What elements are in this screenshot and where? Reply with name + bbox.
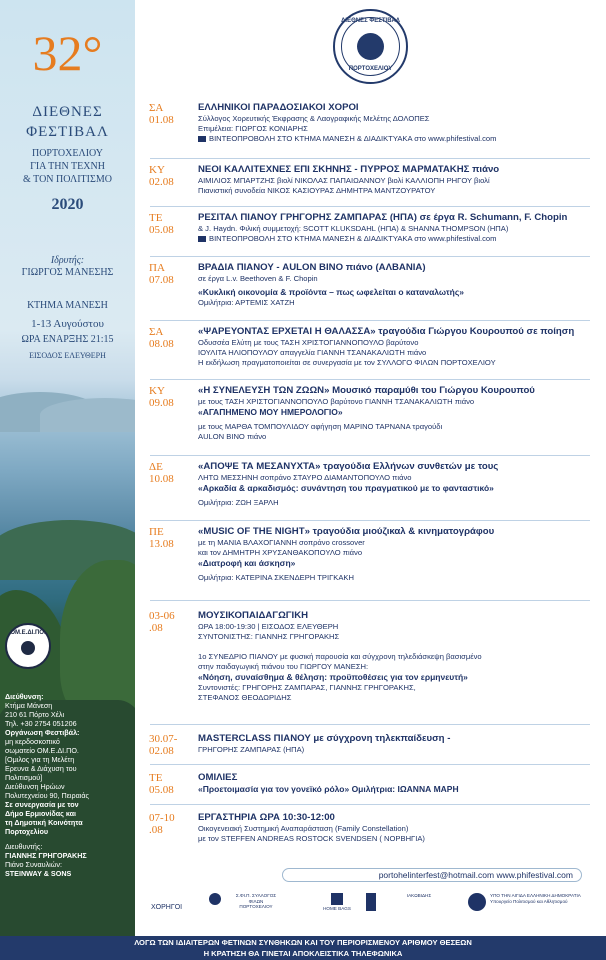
organizer-info-line: Δήμο Ερμιονίδας και [5,809,77,818]
event-date [149,164,187,188]
event-date [149,385,187,409]
divider-line [150,804,590,805]
event-weekday: ΣΑ [149,326,164,338]
festival-title-1: ΔΙΕΘΝΕΣ [32,104,103,120]
organizer-info-line: Τηλ. +30 2754 051206 [5,719,77,728]
divider-line [150,158,590,159]
organizer-info-line: Διευθυντής: [5,842,43,851]
event-day-month: 13.08 [149,538,174,550]
sponsors-label: ΧΟΡΗΓΟΙ [151,904,183,911]
event-weekday: ΔΕ [149,461,163,473]
logo-bottom-text: ΠΟΡΤΟΧΕΛΙΟΥ [348,66,393,72]
festival-subtitle-2: ΓΙΑ ΤΗΝ ΤΕΧΝΗ [30,161,105,172]
event-weekday: ΚΥ [149,164,165,176]
event-detail: με τον STEFFEN ANDREAS ROSTOCK SVENDSEN ( ΝΟΡΒΗΓΙΑ) [198,834,425,843]
event-day-month: 05.08 [149,784,174,796]
organizer-info-line: Ερευνα & Διάχυση του [5,764,77,773]
divider-line [150,320,590,321]
omedipo-seal [5,623,51,669]
logo-dot [357,33,384,60]
sponsor-text: Σ.ΦΙ.Π. ΣΥΛΛΟΓΟΣ ΦΙΛΩΝ ΠΟΡΤΟΧΕΛΙΟΥ [235,893,277,909]
event-weekday: ΠΕ [149,526,164,538]
event-video-line[interactable] [198,134,596,144]
event-talk-title: «Κυκλική οικονομία & προϊόντα – πως ωφελείται ο καταναλωτής» [198,287,465,297]
event-detail: με τους ΜΑΡΘΑ ΤΟΜΠΟΥΛΙΔΟΥ αφήγηση ΜΑΡΙΝΟ ΤΑΡΝΑΝΑ τραγούδι [198,422,443,431]
left-sidebar [0,0,135,960]
event-body [198,461,596,508]
event-detail-text: ΒΙΝΤΕΟΠΡΟΒΟΛΗ ΣΤΟ ΚΤΗΜΑ ΜΑΝΕΣΗ & ΔΙΑΔΙΚΤΥΑΚΑ στο www.phifestival.com [209,134,497,143]
festival-dates: 1-13 Αυγούστου [31,318,104,330]
divider-line [150,600,590,601]
event-talk-title: «Νόηση, συναίσθημα & θέληση: προϋποθέσεις για τον ερμηνευτή» [198,672,468,682]
video-camera-icon [198,136,206,142]
event-body [198,812,596,844]
organizer-info-line: Πορτοχελίου [5,827,49,836]
event-body [198,733,596,755]
event-day-month: 05.08 [149,224,174,236]
organizer-info-line: σωματείο ΟΜ.Ε.ΔΙ.ΠΟ. [5,746,79,755]
entry-info: ΕΙΣΟΔΟΣ ΕΛΕΥΘΕΡΗ [29,351,106,360]
sponsor-text: ΙΑΚΩΒΙΔΗΣ [406,893,432,898]
event-weekday: 03-06 [149,610,175,622]
organizer-info-line: Διεύθυνση Ηρώων [5,782,65,791]
event-day-month: 07.08 [149,274,174,286]
footer-notice [0,936,606,960]
event-body [198,164,596,196]
event-detail: με τους ΤΑΣΗ ΧΡΙΣΤΟΓΙΑΝΝΟΠΟΥΛΟ βαρύτονο ΓΙΑΝΝΗ ΤΣΑΝΑΚΑΛΙΩΤΗ πιάνο [198,397,475,406]
event-weekday: ΤΕ [149,772,163,784]
event-day-month: .08 [149,824,163,836]
sponsor-logo [384,893,454,923]
founder-name: ΓΙΩΡΓΟΣ ΜΑΝΕΣΗΣ [21,267,114,278]
organizer-info-line: μη κερδοσκοπικό [5,737,60,746]
organizer-info [5,692,133,878]
event-title: «ΨΑΡΕΥΟΝΤΑΣ ΕΡΧΕΤΑΙ Η ΘΑΛΑΣΣΑ» τραγούδια Γιώργου Κουρουπού σε ποίηση [198,326,575,337]
event-detail: και τον ΔΗΜΗΤΡΗ ΧΡΥΣΑΝΘΑΚΟΠΟΥΛΟ πιάνο [198,548,363,557]
organizer-info-line: STEINWAY & SONS [5,869,72,878]
sponsor-logo [232,893,280,923]
footer-line-2: Η ΚΡΑΤΗΣΗ ΘΑ ΓΙΝΕΤΑΙ ΑΠΟΚΛΕΙΣΤΙΚΑ ΤΗΛΕΦΩΝΙΚΑ [203,949,403,958]
seal-text: ΟΜ.Ε.ΔΙ.ΠΟ. [10,630,46,636]
event-body [198,526,596,583]
event-detail: στην παιδαγωγική πιάνου του ΓΙΩΡΓΟΥ ΜΑΝΕΣΗ: [198,662,369,671]
event-detail: ΛΗΤΩ ΜΕΣΣΗΝΗ σοπράνο ΣΤΑΥΡΟ ΔΙΑΜΑΝΤΟΠΟΥΛΟ πιάνο [198,473,412,482]
festival-logo [333,9,408,84]
sponsor-mark [209,893,221,905]
seal-dot [21,641,35,655]
event-detail: & J. Haydn. Φιλική συμμετοχή: SCOTT KLUKSDAHL (ΗΠΑ) & SHANNA THOMPSON (ΗΠΑ) [198,224,509,233]
event-detail: Επιμέλεια: ΓΙΩΡΓΟΣ ΚΟΝΙΑΡΗΣ [198,124,308,133]
event-detail: ΩΡΑ 18:00-19:30 | ΕΙΣΟΔΟΣ ΕΛΕΥΘΕΡΗ [198,622,339,631]
event-date [149,733,187,757]
event-date [149,262,187,286]
event-detail: Οδυσσέα Ελύτη με τους ΤΑΣΗ ΧΡΙΣΤΟΓΙΑΝΝΟΠΟΥΛΟ βαρύτονο [198,338,419,347]
event-day-month: 08.08 [149,338,174,350]
event-date [149,102,187,126]
sponsor-mark [331,893,343,905]
organizer-info-line: 210 61 Πόρτο Χέλι [5,710,65,719]
event-body [198,385,596,442]
event-talk-title: «ΑΓΑΠΗΜΕΝΟ ΜΟΥ ΗΜΕΡΟΛΟΓΙΟ» [198,407,343,417]
event-talk-title: «Προετοιμασία για τον γονεϊκό ρόλο» Ομιλήτρια: ΙΩΑΝΝΑ ΜΑΡΗ [198,784,459,794]
event-day-month: 02.08 [149,745,174,757]
sponsor-text: ΥΠΟ ΤΗΝ ΑΙΓΙΔΑ ΕΛΛΗΝΙΚΗ ΔΗΜΟΚΡΑΤΙΑ Υπουργείο Πολιτισμού και Αθλητισμού [490,893,581,904]
event-detail: ΓΡΗΓΟΡΗΣ ΖΑΜΠΑΡΑΣ (ΗΠΑ) [198,745,305,754]
organizer-info-line: Σε συνεργασία με τον [5,800,79,809]
venue: ΚΤΗΜΑ ΜΑΝΕΣΗ [27,300,108,311]
event-weekday: ΣΑ [149,102,164,114]
event-detail: ΑΙΜΙΛΙΟΣ ΜΠΑΡΤΖΗΣ βιολί ΝΙΚΟΛΑΣ ΠΑΠΑΙΩΑΝΝΟΥ βιολί ΚΑΛΛΙΟΠΗ ΡΗΓΟΥ βιολί [198,176,490,185]
event-detail: με τη ΜΑΝΙΑ ΒΛΑΧΟΓΙΑΝΝΗ σοπράνο crossover [198,538,365,547]
sponsor-logo [360,893,382,923]
sponsor-logo [490,893,594,923]
sponsor-logo [200,893,230,923]
organizer-info-line: Διεύθυνση: [5,692,44,701]
event-date [149,812,187,836]
event-body [198,102,596,144]
event-detail: 1ο ΣΥΝΕΔΡΙΟ ΠΙΑΝΟΥ με φυσική παρουσία και σύγχρονη τηλεδιάσκεψη βασισμένο [198,652,482,661]
event-title: ΡΕΣΙΤΑΛ ΠΙΑΝΟΥ ΓΡΗΓΟΡΗΣ ΖΑΜΠΑΡΑΣ (ΗΠΑ) σε έργα R. Schumann, F. Chopin [198,212,568,223]
event-weekday: ΤΕ [149,212,163,224]
event-talk-title: «Διατροφή και άσκηση» [198,558,296,568]
event-date [149,526,187,550]
event-body [198,326,596,368]
organizer-info-line: Πολυτεχνείου 90, Πειραιάς [5,791,89,800]
festival-title-2: ΦΕΣΤΙΒΑΛ [26,124,109,140]
event-body [198,610,596,703]
event-video-line[interactable] [198,234,596,244]
organizer-info-line: [Ομιλος για τη Μελέτη [5,755,75,764]
event-title: ΝΕΟΙ ΚΑΛΛΙΤΕΧΝΕΣ ΕΠΙ ΣΚΗΝΗΣ - ΠΥΡΡΟΣ ΜΑΡΜΑΤΑΚΗΣ πιάνο [198,164,500,175]
event-detail: Ομιλήτρια: ΖΩΗ ΞΑΡΛΗ [198,498,279,507]
divider-line [150,379,590,380]
organizer-info-line: ΓΙΑΝΝΗΣ ΓΡΗΓΟΡΑΚΗΣ [5,851,87,860]
divider-line [150,724,590,725]
event-weekday: 30.07- [149,733,178,745]
contact-bar[interactable]: portohelinterfest@hotmail.com www.phifestival.com [282,868,582,882]
festival-number: 32° [32,25,103,81]
event-detail-text: ΒΙΝΤΕΟΠΡΟΒΟΛΗ ΣΤΟ ΚΤΗΜΑ ΜΑΝΕΣΗ & ΔΙΑΔΙΚΤΥΑΚΑ στο www.phifestival.com [209,234,497,243]
event-date [149,461,187,485]
festival-subtitle-1: ΠΟΡΤΟΧΕΛΙΟΥ [31,148,103,159]
event-detail: Συντονιστές: ΓΡΗΓΟΡΗΣ ΖΑΜΠΑΡΑΣ, ΓΙΑΝΝΗΣ ΓΡΗΓΟΡΑΚΗΣ, [198,683,416,692]
divider-line [150,455,590,456]
start-time: ΩΡΑ ΕΝΑΡΞΗΣ 21:15 [21,334,114,345]
event-body [198,772,596,795]
event-title: «ΑΠΟΨΕ ΤΑ ΜΕΣΑΝΥΧΤΑ» τραγούδια Ελλήνων συνθετών με τους [198,461,499,472]
event-talk-title: «Αρκαδία & αρκαδισμός: συνάντηση του πραγματικού με το φανταστικό» [198,483,494,493]
video-camera-icon [198,236,206,242]
event-detail: Ομιλήτρια: ΑΡΤΕΜΙΣ ΧΑΤΖΗ [198,298,295,307]
event-detail: AULON BINO πιάνο [198,432,267,441]
divider-line [150,256,590,257]
organizer-info-line: τη Δημοτική Κοινότητα [5,818,83,827]
event-detail: Σύλλογος Χορευτικής Έκφρασης & Λαογραφικής Μελέτης ΔΟΛΟΠΕΣ [198,114,430,123]
event-body [198,262,596,308]
event-detail: ΣΤΕΦΑΝΟΣ ΘΕΟΔΩΡΙΔΗΣ [198,693,292,702]
logo-top-text: ΔΙΕΘΝΕΣ ΦΕΣΤΙΒΑΛ [341,18,400,24]
divider-line [150,764,590,765]
event-detail: Οικογενειακή Συστημική Αναπαράσταση (Family Constellation) [198,824,409,833]
sponsor-text: HOME BAGS [323,906,351,911]
sponsor-mark [366,893,376,911]
event-detail: ΙΟΥΛΙΤΑ ΗΛΙΟΠΟΥΛΟΥ απαγγελία ΓΙΑΝΝΗ ΤΣΑΝΑΚΑΛΙΩΤΗ πιάνο [198,348,427,357]
organizer-info-line: Πιάνο Συναυλιών: [5,860,62,869]
event-day-month: .08 [149,622,163,634]
event-weekday: ΚΥ [149,385,165,397]
organizer-info-line: Πολιτισμού] [5,773,43,782]
event-weekday: ΠΑ [149,262,165,274]
event-date [149,610,187,634]
sponsor-mark [468,893,486,911]
event-detail: Ομιλήτρια: ΚΑΤΕΡΙΝΑ ΣΚΕΝΔΕΡΗ ΤΡΙΓΚΑΚΗ [198,573,354,582]
event-day-month: 10.08 [149,473,174,485]
event-detail: σε έργα L.v. Beethoven & F. Chopin [198,274,318,283]
event-body [198,212,596,244]
hill-shape [40,398,135,432]
event-detail: Η εκδήλωση πραγματοποιείται σε συνεργασία με τον ΣΥΛΛΟΓΟ ΦΙΛΩΝ ΠΟΡΤΟΧΕΛΙΟΥ [198,358,496,367]
event-title: «Η ΣΥΝΕΛΕΥΣΗ ΤΩΝ ΖΩΩΝ» Μουσικό παραμύθι του Γιώργου Κουρουπού [198,385,535,396]
event-title: ΕΛΛΗΝΙΚΟΙ ΠΑΡΑΔΟΣΙΑΚΟΙ ΧΟΡΟΙ [198,102,359,113]
event-title: «MUSIC OF THE NIGHT» τραγούδια μιούζικαλ & κινηματογράφου [198,526,495,537]
divider-line [150,520,590,521]
event-detail: ΣΥΝΤΟΝΙΣΤΗΣ: ΓΙΑΝΝΗΣ ΓΡΗΓΟΡΑΚΗΣ [198,632,340,641]
divider-line [150,206,590,207]
organizer-info-line: Οργάνωση Φεστιβάλ: [5,728,80,737]
organizer-info-line: Κτήμα Μάνεση [5,701,53,710]
event-detail: Πιανιστική συνοδεία ΝΙΚΟΣ ΚΑΣΙΟΥΡΑΣ ΔΗΜΗΤΡΑ ΜΑΝΤΖΟΥΡΑΤΟΥ [198,186,436,195]
founder-label: Ιδρυτής: [50,255,85,266]
event-weekday: 07-10 [149,812,175,824]
sponsor-logo [322,893,352,923]
event-title: ΒΡΑΔΙΑ ΠΙΑΝΟΥ - AULON BINO πιάνο (ΑΛΒΑΝΙΑ) [198,262,426,273]
event-title: ΜΟΥΣΙΚΟΠΑΙΔΑΓΩΓΙΚΗ [198,610,309,621]
event-date [149,326,187,350]
event-title: MASTERCLASS ΠΙΑΝΟΥ με σύγχρονη τηλεκπαίδευση - [198,733,451,744]
festival-subtitle-3: & ΤΟΝ ΠΟΛΙΤΙΣΜΟ [23,174,112,185]
festival-year: 2020 [51,196,84,213]
event-date [149,212,187,236]
sponsor-logo [466,893,488,923]
event-date [149,772,187,796]
event-day-month: 01.08 [149,114,174,126]
footer-line-1: ΛΟΓΩ ΤΩΝ ΙΔΙΑΙΤΕΡΩΝ ΦΕΤΙΝΩΝ ΣΥΝΘΗΚΩΝ ΚΑΙ ΤΟΥ ΠΕΡΙΟΡΙΣΜΕΝΟΥ ΑΡΙΘΜΟΥ ΘΕΣΕΩΝ [134,938,472,947]
event-day-month: 02.08 [149,176,174,188]
event-title: ΕΡΓΑΣΤΗΡΙΑ ΩΡΑ 10:30-12:00 [198,812,335,823]
event-title: ΟΜΙΛΙΕΣ [198,772,238,783]
event-day-month: 09.08 [149,397,174,409]
